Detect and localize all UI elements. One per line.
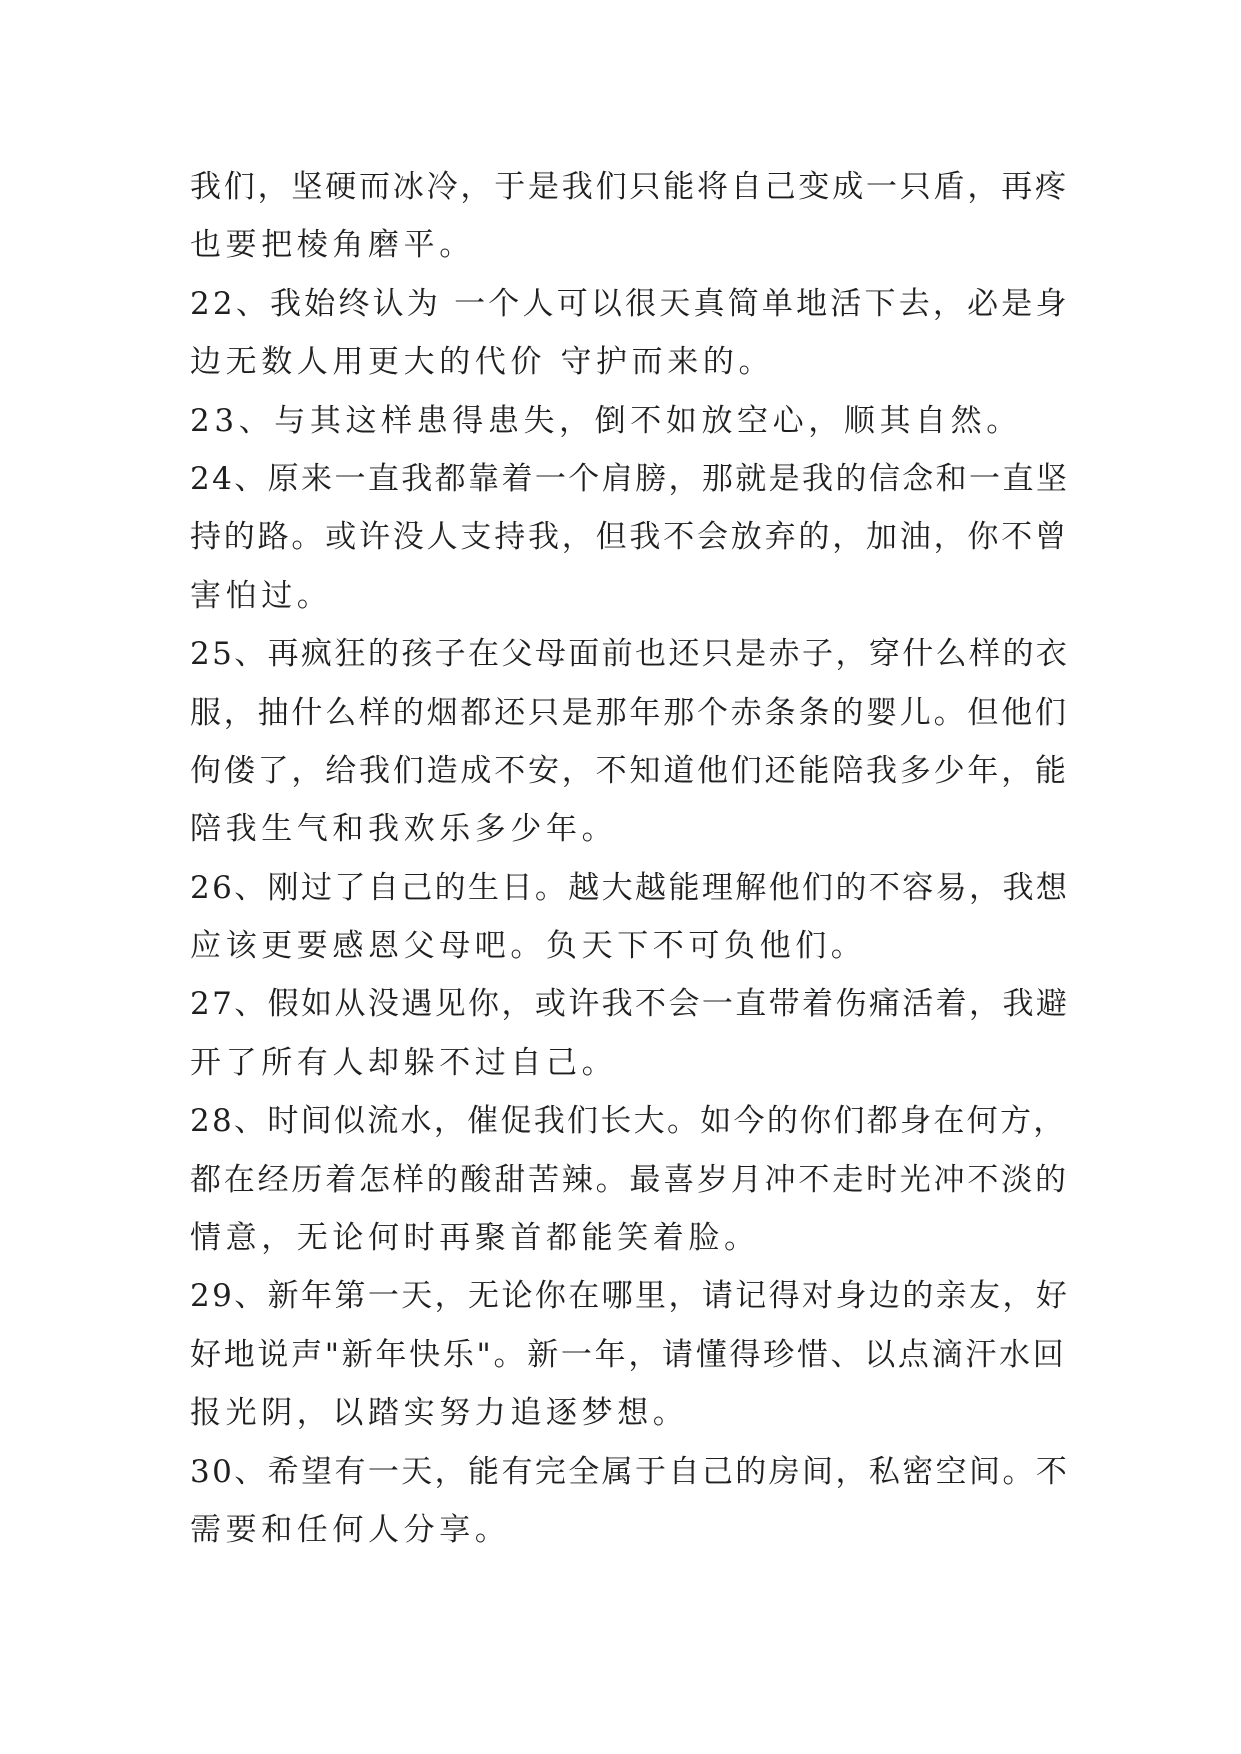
text-line: 情意，无论何时再聚首都能笑着脸。	[190, 1220, 760, 1257]
text-line: 都在经历着怎样的酸甜苦辣。最喜岁月冲不走时光冲不淡的	[190, 1161, 1069, 1198]
text-line: 好地说声"新年快乐"。新一年，请懂得珍惜、以点滴汗水回	[190, 1336, 1067, 1373]
text-line: 开了所有人却躲不过自己。	[190, 1044, 618, 1081]
text-line: 报光阴，以踏实努力追逐梦想。	[190, 1395, 689, 1432]
text-line: 害怕过。	[190, 577, 333, 614]
text-line: 应该更要感恩父母吧。负天下不可负他们。	[190, 928, 867, 965]
text-line: 服，抽什么样的烟都还只是那年那个赤条条的婴儿。但他们	[190, 694, 1069, 731]
text-line: 佝偻了，给我们造成不安，不知道他们还能陪我多少年，能	[190, 752, 1069, 789]
body-text	[190, 158, 1070, 1559]
text-line: 23、与其这样患得患失，倒不如放空心，顺其自然。	[190, 402, 1022, 439]
text-line: 我们，坚硬而冰冷，于是我们只能将自己变成一只盾，再疼	[190, 169, 1069, 205]
text-line: 26、刚过了自己的生日。越大越能理解他们的不容易，我想	[190, 869, 1070, 906]
text-line: 边无数人用更大的代价 守护而来的。	[190, 344, 775, 381]
text-line: 陪我生气和我欢乐多少年。	[190, 811, 618, 848]
text-line: 29、新年第一天，无论你在哪里，请记得对身边的亲友，好	[190, 1278, 1070, 1315]
text-line: 24、原来一直我都靠着一个肩膀，那就是我的信念和一直坚	[190, 460, 1070, 497]
text-line: 需要和任何人分享。	[190, 1511, 511, 1548]
text-line: 27、假如从没遇见你，或许我不会一直带着伤痛活着，我避	[190, 986, 1070, 1023]
text-line: 持的路。或许没人支持我，但我不会放弃的，加油，你不曾	[190, 519, 1069, 556]
text-line: 28、时间似流水，催促我们长大。如今的你们都身在何方，	[190, 1103, 1067, 1140]
text-line: 25、再疯狂的孩子在父母面前也还只是赤子，穿什么样的衣	[190, 636, 1070, 673]
text-line: 22、我始终认为 一个人可以很天真简单地活下去，必是身	[190, 285, 1070, 322]
text-line: 也要把棱角磨平。	[190, 227, 475, 264]
text-line: 30、希望有一天，能有完全属于自己的房间，私密空间。不	[190, 1453, 1070, 1490]
